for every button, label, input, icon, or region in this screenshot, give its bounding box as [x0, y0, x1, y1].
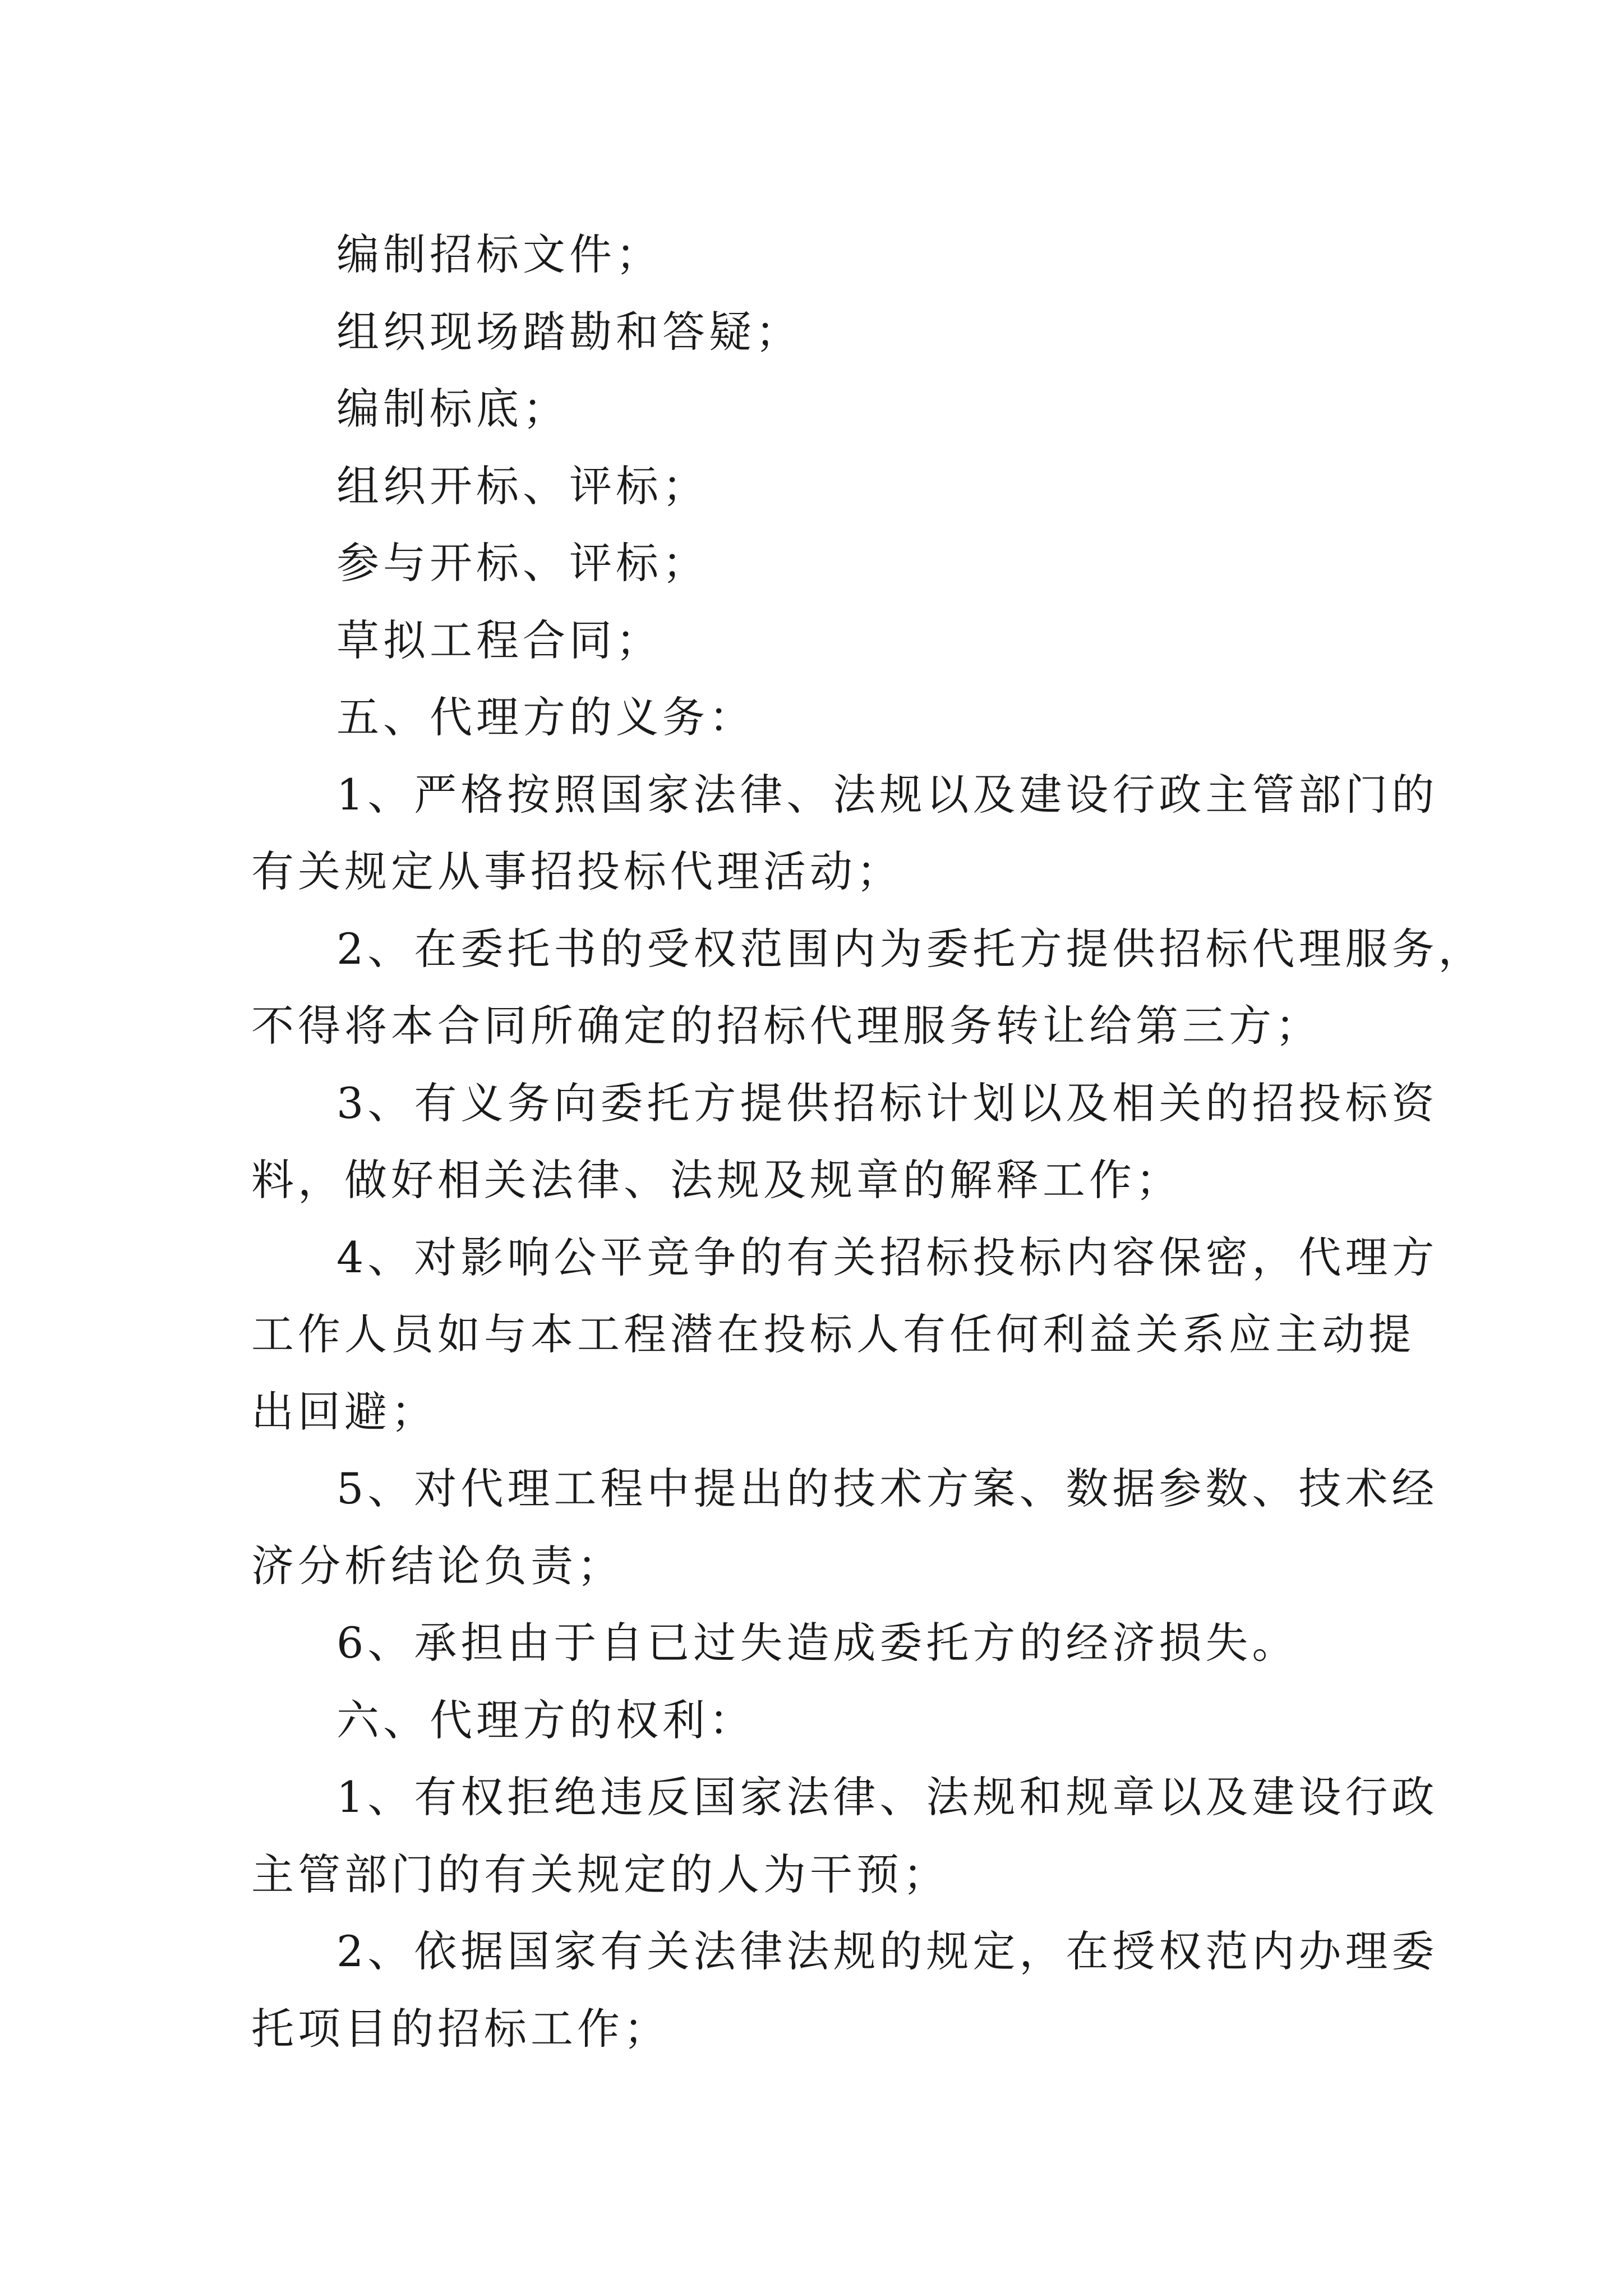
section-heading: 六、代理方的权利：	[336, 1695, 755, 1745]
text-line: 工作人员如与本工程潜在投标人有任何利益关系应主动提	[251, 1309, 1415, 1359]
text-line: 料，做好相关法律、法规及规章的解释工作；	[251, 1155, 1182, 1205]
text-line: 有关规定从事招投标代理活动；	[251, 846, 903, 896]
text-line: 编制招标文件；	[336, 229, 662, 279]
text-line: 主管部门的有关规定的人为干预；	[251, 1849, 949, 1899]
text-line: 草拟工程合同；	[336, 615, 662, 665]
section-heading: 五、代理方的义务：	[336, 692, 755, 742]
text-line: 组织开标、评标；	[336, 461, 709, 511]
text-line: 4、对影响公平竞争的有关招标投标内容保密，代理方	[336, 1232, 1438, 1282]
text-line: 5、对代理工程中提出的技术方案、数据参数、技术经	[336, 1464, 1438, 1513]
text-line: 组织现场踏勘和答疑；	[336, 307, 802, 357]
text-line: 不得将本合同所确定的招标代理服务转让给第三方；	[251, 1001, 1322, 1051]
text-line: 编制标底；	[336, 384, 569, 434]
text-line: 参与开标、评标；	[336, 538, 709, 588]
text-line: 托项目的招标工作；	[251, 2004, 670, 2054]
text-line: 1、严格按照国家法律、法规以及建设行政主管部门的	[336, 770, 1438, 820]
text-line: 济分析结论负责；	[251, 1541, 624, 1591]
text-line: 1、有权拒绝违反国家法律、法规和规章以及建设行政	[336, 1772, 1438, 1822]
text-line: 2、依据国家有关法律法规的规定，在授权范内办理委	[336, 1926, 1438, 1976]
text-line: 出回避；	[251, 1387, 437, 1437]
text-line: 6、承担由于自已过失造成委托方的经济损失。	[336, 1618, 1299, 1668]
text-line: 2、在委托书的受权范围内为委托方提供招标代理服务，	[336, 924, 1485, 974]
text-line: 3、有义务向委托方提供招标计划以及相关的招投标资	[336, 1078, 1438, 1128]
